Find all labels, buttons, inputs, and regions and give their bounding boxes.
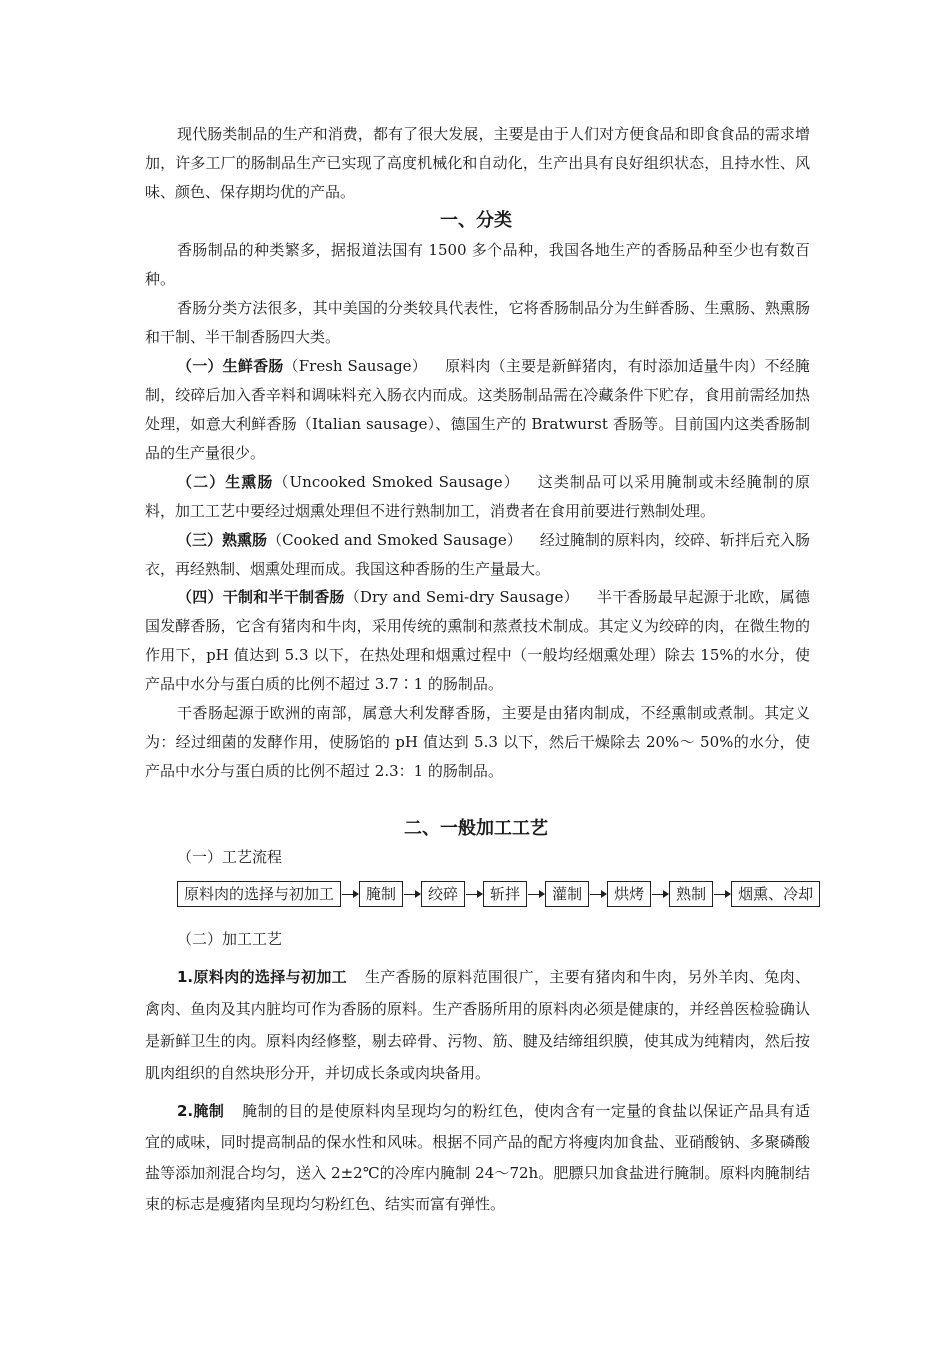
item-english-name: （Dry and Semi-dry Sausage） [344,588,579,606]
arrow-right-icon [342,894,358,895]
item-text: 经过腌制的原料肉，绞碎、斩拌后充入肠衣，再经熟制、烟熏处理而成。我国这种香肠的生产量最大。 [145,531,810,578]
section-title-classification: 一、分类 [440,210,512,231]
step-heading: 1.原料肉的选择与初加工 [177,968,348,986]
section-title-processing: 二、一般加工工艺 [404,818,548,839]
arrow-right-icon [404,894,420,895]
step-raw-material [145,961,810,1089]
item-fresh-sausage [145,352,810,468]
subsection-processing: （二）加工工艺 [177,930,283,948]
step-text: 生产香肠的原料范围很广，主要有猪肉和牛肉，另外羊肉、兔肉、禽肉、鱼肉及其内脏均可作为香肠的原料。生产香肠所用的原料肉必须是健康的，并经兽医检验确认是新鲜卫生的肉。原料肉经修整，剔去碎骨、污物、筋、腱及结缔组织膜，使其成为纯精肉，然后按肌肉组织的自然块形分开，并切成长条或肉块备用。 [145,968,810,1082]
arrow-right-icon [714,894,730,895]
item-english-name: （Cooked and Smoked Sausage） [267,531,522,549]
item-english-name: （Fresh Sausage） [283,357,427,375]
item-english-name: （Uncooked Smoked Sausage） [273,473,520,491]
item-dry-semidry-sausage [145,583,810,699]
paragraph-varieties: 香肠制品的种类繁多，据报道法国有 1500 多个品种，我国各地生产的香肠品种至少也有数百种。 [145,241,810,288]
arrow-right-icon [528,894,544,895]
item-text: 原料肉（主要是新鲜猪肉，有时添加适量牛肉）不经腌制，绞碎后加入香辛料和调味料充入肠衣内而成。这类肠制品需在冷藏条件下贮存，食用前需经加热处理，如意大利鲜香肠（Italian sausage）、德国生产的 Bratwurst 香肠等。目前国内这类香肠制品的生产量很少。 [145,357,810,462]
paragraph-dry-sausage: 干香肠起源于欧洲的南部，属意大利发酵香肠，主要是由猪肉制成，不经熏制或煮制。其定义为：经过细菌的发酵作用，使肠馅的 pH 值达到 5.3 以下，然后干燥除去 20%～ 50%的水分，使产品中水分与蛋白质的比例不超过 2.3：1 的肠制品。 [145,704,810,780]
flow-step: 灌制 [545,881,589,907]
step-text: 腌制的目的是使原料肉呈现均匀的粉红色，使肉含有一定量的食盐以保证产品具有适宜的咸味，同时提高制品的保水性和风味。根据不同产品的配方将瘦肉加食盐、亚硝酸钠、多聚磷酸盐等添加剂混合均匀，送入 2±2℃的冷库内腌制 24～72h。肥膘只加食盐进行腌制。原料肉腌制结束的标志是瘦猪肉呈现均匀粉红色、结实而富有弹性。 [145,1102,810,1213]
paragraph-classification: 香肠分类方法很多，其中美国的分类较具代表性，它将香肠制品分为生鲜香肠、生熏肠、熟熏肠和干制、半干制香肠四大类。 [145,299,810,346]
step-curing [145,1096,810,1220]
subsection-process-flow: （一）工艺流程 [177,848,283,866]
item-cooked-smoked-sausage [145,526,810,584]
flow-step: 原料肉的选择与初加工 [177,881,341,907]
flow-step: 绞碎 [421,881,465,907]
item-heading: （四）干制和半干制香肠 [177,588,345,606]
arrow-right-icon [466,894,482,895]
step-heading: 2.腌制 [177,1102,225,1120]
process-flow-chart [177,880,820,908]
intro-paragraph: 现代肠类制品的生产和消费，都有了很大发展，主要是由于人们对方便食品和即食食品的需求增加，许多工厂的肠制品生产已实现了高度机械化和自动化，生产出具有良好组织状态，且持水性、风味、颜色、保存期均优的产品。 [145,125,810,201]
item-text: 半干香肠最早起源于北欧，属德国发酵香肠，它含有猪肉和牛肉，采用传统的熏制和蒸煮技术制成。其定义为绞碎的肉，在微生物的作用下，pH 值达到 5.3 以下，在热处理和烟熏过程中（一般均经烟熏处理）除去 15%的水分，使产品中水分与蛋白质的比例不超过 3.7∶1 的肠制品。 [145,588,810,693]
flow-step: 斩拌 [483,881,527,907]
flow-step: 烘烤 [607,881,651,907]
item-heading: （二）生熏肠 [177,473,274,491]
arrow-right-icon [652,894,668,895]
item-heading: （一）生鲜香肠 [177,357,284,375]
flow-step: 烟熏、冷却 [731,881,820,907]
flow-step: 腌制 [359,881,403,907]
arrow-right-icon [590,894,606,895]
flow-step: 熟制 [669,881,713,907]
item-uncooked-smoked-sausage [145,468,810,526]
item-heading: （三）熟熏肠 [177,531,268,549]
item-text: 这类制品可以采用腌制或未经腌制的原料，加工工艺中要经过烟熏处理但不进行熟制加工，消费者在食用前要进行熟制处理。 [145,473,810,520]
